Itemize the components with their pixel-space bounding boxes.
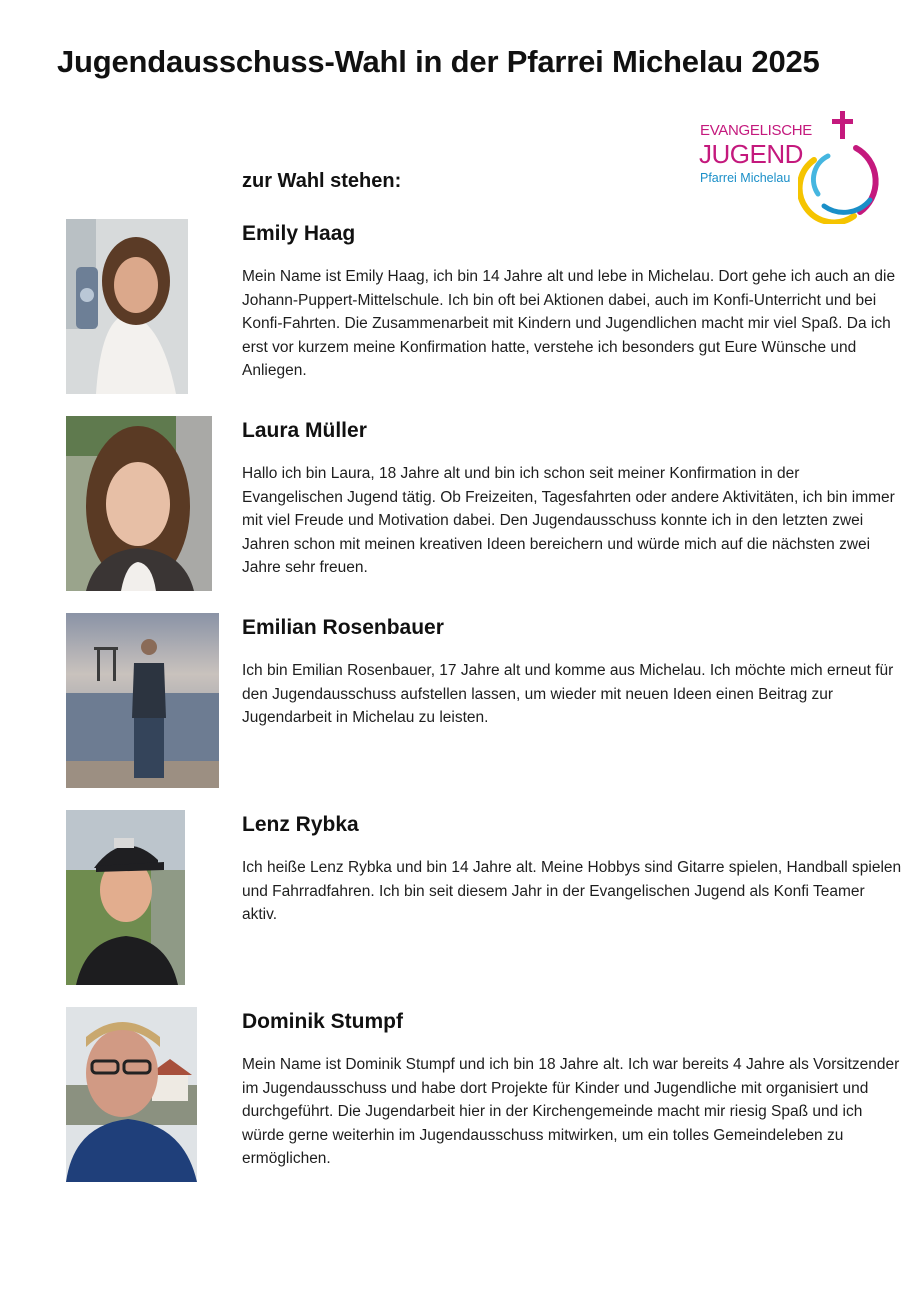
logo-text-jugend: JUGEND <box>699 139 803 169</box>
candidate-bio: Ich bin Emilian Rosenbauer, 17 Jahre alt und komme aus Michelau. Ich möchte mich erneut für den Jugendausschuss aufstellen lassen, um wieder mit neuen Ideen einen Beitrag zur Jugendarbeit in Michelau zu leisten. <box>242 662 894 726</box>
candidates-heading: zur Wahl stehen: <box>242 170 402 192</box>
logo-cross-ring-icon <box>798 108 888 224</box>
candidate-name: Laura Müller <box>242 419 367 442</box>
candidate-photo <box>66 613 219 788</box>
page-title: Jugendausschuss-Wahl in der Pfarrei Michelau 2025 <box>57 44 820 79</box>
candidate-bio: Ich heiße Lenz Rybka und bin 14 Jahre alt. Meine Hobbys sind Gitarre spielen, Handball spielen und Fahrradfahren. Ich bin seit diesem Jahr in der Evangelischen Jugend als Konfi Teamer aktiv. <box>242 859 902 923</box>
candidate-bio: Mein Name ist Emily Haag, ich bin 14 Jahre alt und lebe in Michelau. Dort gehe ich auch an die Johann-Puppert-Mittelschule. Ich bin oft bei Aktionen dabei, auch im Konfi-Unterricht und bei Konfi-Fahrten. Die Zusammenarbeit mit Kindern und Jugendlichen macht mir viel Spaß. Da ich erst vor kurzem meine Konfirmation hatte, verstehe ich besonders gut Eure Wünsche und Anliegen. <box>242 268 896 379</box>
candidate-photo <box>66 1007 197 1182</box>
candidate-photo <box>66 416 212 591</box>
candidate-laura-mueller <box>0 416 920 596</box>
candidate-name: Dominik Stumpf <box>242 1010 403 1033</box>
candidate-photo <box>66 810 185 985</box>
candidate-bio: Hallo ich bin Laura, 18 Jahre alt und bin ich schon seit meiner Konfirmation in der Evangelischen Jugend tätig. Ob Freizeiten, Tagesfahrten oder andere Aktivitäten, ich bin immer mit viel Freude und Motivation dabei. Den Jugendausschuss konnte ich in den letzten zwei Jahren schon mit meinen kreativen Ideen bereichern und würde mich auf die nächsten zwei Jahre sehr freuen. <box>242 465 895 576</box>
candidate-photo <box>66 219 188 394</box>
candidate-emily-haag <box>0 219 920 399</box>
candidate-dominik-stumpf <box>0 1007 920 1187</box>
logo-text-pfarrei: Pfarrei Michelau <box>700 171 791 185</box>
candidate-bio: Mein Name ist Dominik Stumpf und ich bin 18 Jahre alt. Ich war bereits 4 Jahre als Vorsitzender im Jugendausschuss und habe dort Projekte für Kinder und Jugendliche mit organisiert und durchgeführt. Die Jugendarbeit hier in der Kirchengemeinde macht mir riesig Spaß und ich würde gerne weiterhin im Jugendausschuss mitwirken, um ein tolles Gemeindeleben zu ermöglichen. <box>242 1056 900 1167</box>
candidate-lenz-rybka <box>0 810 920 990</box>
candidate-name: Emilian Rosenbauer <box>242 616 444 639</box>
candidate-name: Lenz Rybka <box>242 813 359 836</box>
candidate-name: Emily Haag <box>242 222 356 245</box>
candidate-emilian-rosenbauer <box>0 613 920 793</box>
evangelische-jugend-logo <box>698 108 888 224</box>
logo-text-evangelische: EVANGELISCHE <box>700 122 812 139</box>
